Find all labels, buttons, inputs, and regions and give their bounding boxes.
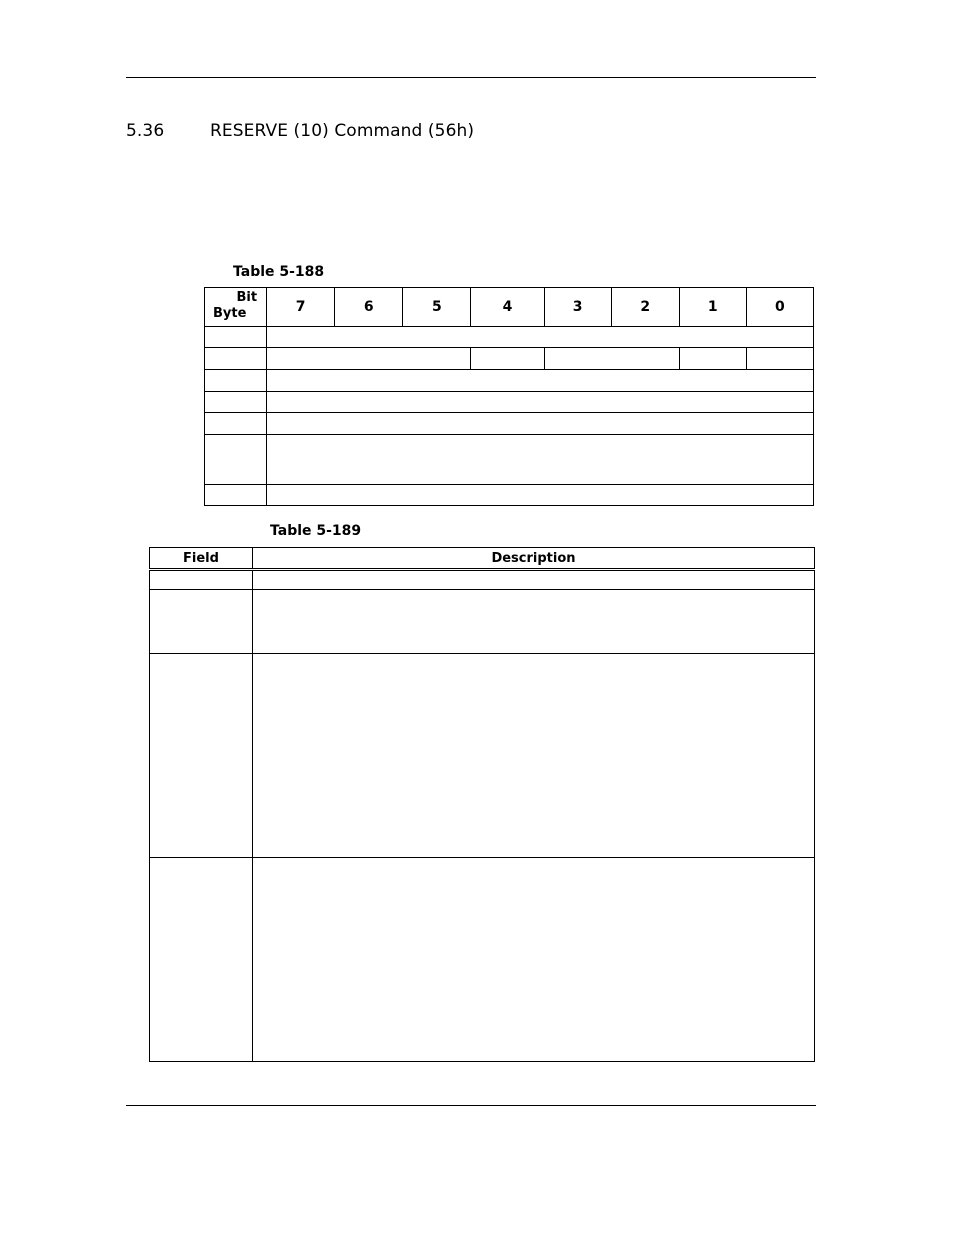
description-cell [253, 590, 815, 654]
bit-2-header: 2 [611, 288, 679, 327]
cdb-table-caption: Table 5-188 [233, 264, 325, 280]
byte-cell [205, 435, 267, 485]
field-cell [267, 370, 814, 392]
table-row [150, 590, 815, 654]
field-description-table [149, 547, 815, 1062]
byte-cell [205, 370, 267, 392]
description-cell [253, 858, 815, 1062]
field-cell [267, 435, 814, 485]
field-cell [471, 348, 544, 370]
field-cell [267, 392, 814, 413]
cdb-format-table [204, 287, 814, 506]
description-column-header: Description [253, 548, 815, 570]
field-cell [544, 348, 679, 370]
bottom-rule [126, 1105, 816, 1106]
field-table-caption: Table 5-189 [270, 523, 362, 539]
byte-cell [205, 485, 267, 506]
section-number: 5.36 [126, 121, 165, 141]
table-row [205, 435, 814, 485]
table-row [150, 654, 815, 858]
table-row [150, 858, 815, 1062]
field-name-cell [150, 654, 253, 858]
bit-4-header: 4 [471, 288, 544, 327]
table-row [205, 348, 814, 370]
bit-7-header: 7 [267, 288, 335, 327]
field-header-row [150, 548, 815, 570]
table-row [205, 370, 814, 392]
bit-0-header: 0 [746, 288, 813, 327]
bit-6-header: 6 [335, 288, 403, 327]
byte-cell [205, 392, 267, 413]
field-name-cell [150, 570, 253, 590]
description-cell [253, 654, 815, 858]
bit-header-row [205, 288, 814, 327]
field-name-cell [150, 590, 253, 654]
table-row [205, 413, 814, 435]
description-cell [253, 570, 815, 590]
field-name-cell [150, 858, 253, 1062]
table-row [150, 570, 815, 590]
byte-cell [205, 413, 267, 435]
bit-5-header: 5 [403, 288, 471, 327]
field-cell [746, 348, 813, 370]
table-row [205, 392, 814, 413]
byte-cell [205, 348, 267, 370]
field-column-header: Field [150, 548, 253, 570]
table-row [205, 327, 814, 348]
field-cell [267, 327, 814, 348]
byte-label: Byte [213, 306, 247, 321]
section-title: RESERVE (10) Command (56h) [210, 121, 475, 141]
top-rule [126, 77, 816, 78]
bit-1-header: 1 [679, 288, 746, 327]
table-row [205, 485, 814, 506]
byte-cell [205, 327, 267, 348]
bit-3-header: 3 [544, 288, 611, 327]
field-cell [267, 485, 814, 506]
bit-label: Bit [236, 290, 258, 305]
field-cell [267, 413, 814, 435]
field-cell [679, 348, 746, 370]
field-cell [267, 348, 471, 370]
bit-byte-corner [205, 288, 267, 327]
